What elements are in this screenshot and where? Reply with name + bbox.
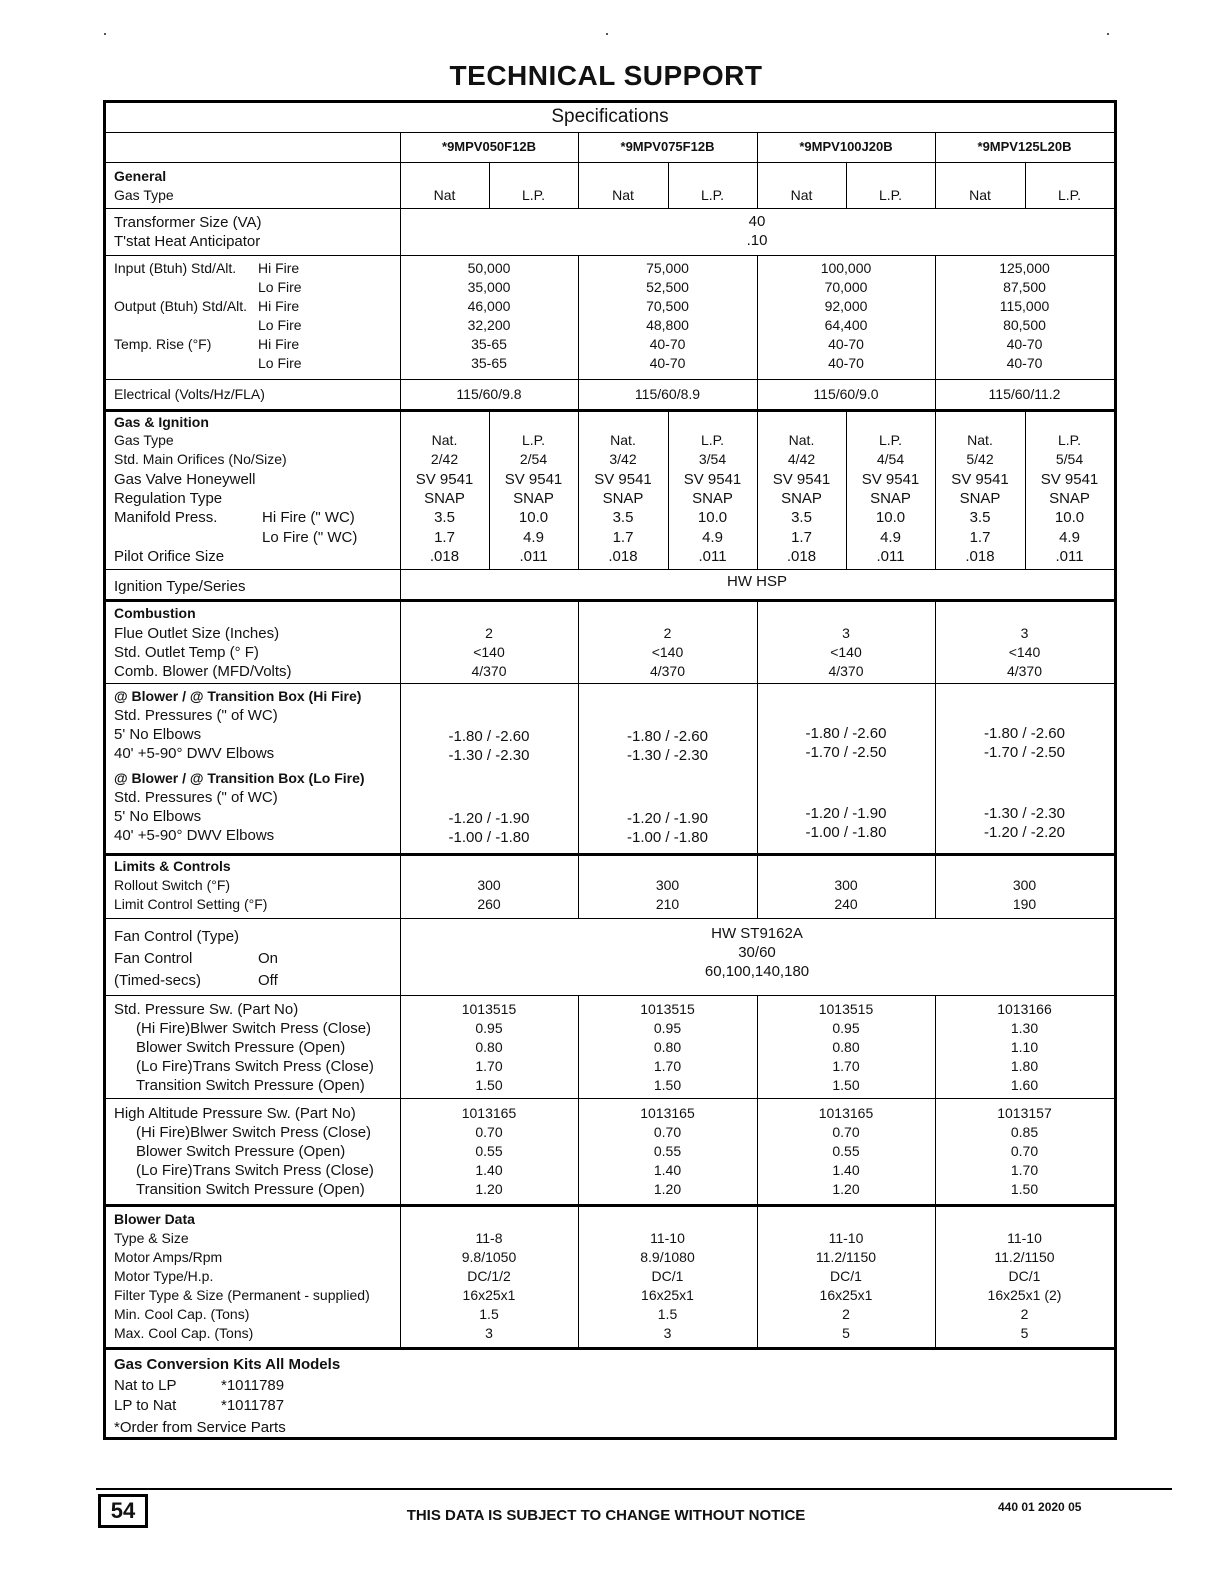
table-cell: SNAP <box>959 489 1001 507</box>
transformer-size-value: 40 <box>748 213 766 230</box>
page-number: 54 <box>98 1494 148 1528</box>
table-cell: 3 <box>1020 625 1029 641</box>
ignition-section <box>106 569 1114 599</box>
row-label: Motor Type/H.p. <box>114 1268 214 1284</box>
row-sublabel: Hi Fire (" WC) <box>262 509 355 527</box>
table-cell: .011 <box>698 547 727 565</box>
row-label: Blower Switch Pressure (Open) <box>136 1039 346 1056</box>
electrical-value: 115/60/9.0 <box>813 386 879 402</box>
table-cell: 115,000 <box>999 298 1050 314</box>
table-cell: .011 <box>519 547 548 565</box>
table-cell: 0.85 <box>1010 1124 1039 1140</box>
kit-label: LP to Nat <box>114 1397 177 1414</box>
table-cell: 1.20 <box>832 1181 860 1197</box>
table-cell: .018 <box>429 547 460 565</box>
row-label: Transition Switch Pressure (Open) <box>136 1077 365 1094</box>
row-sublabel: Lo Fire <box>258 279 302 295</box>
table-cell: -1.80 / -2.60 <box>984 725 1065 742</box>
high-altitude-section <box>106 1098 1114 1204</box>
row-label: (Hi Fire)Blwer Switch Press (Close) <box>136 1020 372 1037</box>
row-label: Fan Control <box>114 950 193 967</box>
table-cell: 4/370 <box>649 663 686 679</box>
table-cell: 1013515 <box>818 1001 874 1017</box>
table-cell: 35-65 <box>471 355 507 371</box>
gas-type-cell: L.P. <box>878 187 903 203</box>
table-cell: 1.70 <box>653 1058 682 1074</box>
table-cell: 0.55 <box>832 1143 860 1159</box>
table-cell: 70,000 <box>824 279 868 295</box>
page-title: TECHNICAL SUPPORT <box>449 60 763 91</box>
section-heading: @ Blower / @ Transition Box (Lo Fire) <box>114 770 365 786</box>
table-cell: 92,000 <box>824 298 868 314</box>
table-cell: 8.9/1080 <box>640 1249 695 1265</box>
table-cell: 35,000 <box>467 279 511 295</box>
table-cell: Nat. <box>610 432 636 448</box>
row-label: 5' No Elbows <box>114 808 202 825</box>
table-cell: <140 <box>651 644 684 660</box>
row-label: Gas Type <box>114 187 174 203</box>
row-label: High Altitude Pressure Sw. (Part No) <box>114 1105 356 1122</box>
conversion-section <box>106 1347 1114 1437</box>
table-cell: SV 9541 <box>1040 470 1099 488</box>
row-label: Pilot Orifice Size <box>114 547 225 565</box>
table-cell: SV 9541 <box>415 470 474 488</box>
table-cell: 3/42 <box>609 451 637 468</box>
row-label: Std. Pressures (" of WC) <box>114 789 278 806</box>
table-cell: 52,500 <box>646 279 689 295</box>
section-heading: @ Blower / @ Transition Box (Hi Fire) <box>114 688 362 704</box>
table-cell: SNAP <box>424 489 465 507</box>
table-cell: 0.70 <box>1010 1143 1039 1159</box>
table-cell: 0.95 <box>653 1020 682 1036</box>
electrical-value: 115/60/11.2 <box>988 386 1061 402</box>
table-cell: 5 <box>842 1325 850 1341</box>
table-cell: 3.5 <box>791 509 812 527</box>
table-cell: 0.70 <box>832 1124 860 1140</box>
row-label: Std. Main Orifices (No/Size) <box>114 451 287 468</box>
table-cell: 48,800 <box>646 317 689 333</box>
table-cell: .018 <box>608 547 638 565</box>
row-sublabel: Lo Fire <box>258 317 302 333</box>
table-cell: DC/1 <box>651 1268 684 1284</box>
model-header: *9MPV050F12B <box>442 139 536 154</box>
limits-section <box>106 853 1114 918</box>
kit-part-number: *1011789 <box>221 1377 285 1394</box>
input-output-section <box>106 255 1114 379</box>
gas-type-cell: Nat <box>433 187 456 203</box>
table-cell: DC/1 <box>1008 1268 1041 1284</box>
table-cell: 1.7 <box>791 528 812 546</box>
table-cell: 240 <box>834 896 858 912</box>
model-header: *9MPV075F12B <box>620 139 715 154</box>
table-cell: -1.70 / -2.50 <box>984 744 1065 761</box>
table-cell: 2 <box>1020 1306 1029 1322</box>
section-heading: Gas & Ignition <box>114 414 209 430</box>
table-cell: Nat. <box>967 432 993 448</box>
table-cell: 40-70 <box>649 336 686 352</box>
table-cell: 1.70 <box>832 1058 860 1074</box>
row-label: Flue Outlet Size (Inches) <box>114 625 280 642</box>
order-note: *Order from Service Parts <box>114 1419 286 1436</box>
table-cell: 5/42 <box>966 451 994 468</box>
row-sublabel: Off <box>258 972 278 989</box>
row-label: Fan Control (Type) <box>114 928 240 945</box>
row-sublabel: Hi Fire <box>258 336 300 352</box>
footer-rule <box>96 1488 1172 1490</box>
table-cell: L.P. <box>521 432 546 448</box>
table-cell: 40-70 <box>649 355 686 371</box>
table-cell: -1.20 / -2.20 <box>984 824 1065 841</box>
section-heading: Blower Data <box>114 1211 195 1227</box>
footer-notice: THIS DATA IS SUBJECT TO CHANGE WITHOUT NOTICE <box>406 1507 806 1524</box>
table-cell: SV 9541 <box>861 470 920 488</box>
table-cell: DC/1 <box>830 1268 862 1284</box>
gas-type-cell: Nat <box>790 187 813 203</box>
model-header-row <box>106 132 1114 162</box>
table-cell: 1.80 <box>1010 1058 1039 1074</box>
row-label: Comb. Blower (MFD/Volts) <box>114 663 292 680</box>
table-cell: -1.20 / -1.90 <box>805 805 887 822</box>
table-cell: 4.9 <box>880 528 901 546</box>
row-label: Gas Valve Honeywell <box>114 470 256 488</box>
table-cell: Nat. <box>788 432 815 448</box>
row-sublabel: Lo Fire <box>258 355 302 371</box>
table-cell: 1.40 <box>653 1162 682 1178</box>
table-cell: 1013515 <box>640 1001 695 1017</box>
table-cell: .011 <box>1055 547 1084 565</box>
table-cell: 60,100,140,180 <box>704 963 810 980</box>
transformer-section <box>106 208 1114 255</box>
table-cell: SV 9541 <box>683 470 742 488</box>
table-cell: 4/42 <box>787 451 816 468</box>
table-cell: 300 <box>1012 877 1037 893</box>
table-cell: 1.60 <box>1010 1077 1039 1093</box>
model-header: *9MPV125L20B <box>977 139 1072 154</box>
kit-part-number: *1011787 <box>221 1397 285 1414</box>
table-cell: 0.70 <box>475 1124 503 1140</box>
row-label: Limit Control Setting (°F) <box>114 896 268 912</box>
row-label: Manifold Press. <box>114 509 218 527</box>
table-cell: SNAP <box>692 489 733 507</box>
row-label: Std. Pressures (" of WC) <box>114 707 278 724</box>
table-cell: 75,000 <box>646 260 689 276</box>
table-cell: 1.70 <box>475 1058 503 1074</box>
table-cell: 1.7 <box>434 528 455 546</box>
electrical-value: 115/60/9.8 <box>456 386 522 402</box>
section-heading: Gas Conversion Kits All Models <box>114 1356 341 1373</box>
row-label: Transition Switch Pressure (Open) <box>136 1181 365 1198</box>
table-cell: 80,500 <box>1003 317 1046 333</box>
table-cell: SNAP <box>602 489 644 507</box>
table-title-row <box>106 103 1114 132</box>
table-cell: 2/54 <box>519 451 548 468</box>
table-title: Specifications <box>551 106 669 127</box>
table-cell: 1.5 <box>479 1306 499 1322</box>
blower-section <box>106 1204 1114 1347</box>
table-cell: 0.80 <box>832 1039 860 1055</box>
table-cell: 1013165 <box>461 1105 517 1121</box>
table-cell: -1.30 / -2.30 <box>448 747 530 764</box>
table-cell: 10.0 <box>875 509 906 527</box>
row-label: Motor Amps/Rpm <box>114 1249 223 1265</box>
table-cell: 11-10 <box>1007 1230 1042 1246</box>
scan-speck <box>606 33 608 35</box>
anticipator-value: .10 <box>746 232 768 249</box>
table-cell: 1013515 <box>461 1001 517 1017</box>
row-label: Regulation Type <box>114 489 223 507</box>
table-cell: 3 <box>485 1325 493 1341</box>
table-cell: 46,000 <box>467 298 511 314</box>
table-cell: 32,200 <box>467 317 511 333</box>
section-heading: Combustion <box>114 605 196 621</box>
table-cell: 40-70 <box>828 336 864 352</box>
table-cell: 1.30 <box>1010 1020 1039 1036</box>
row-label: Type & Size <box>114 1230 189 1246</box>
table-cell: 1.5 <box>657 1306 678 1322</box>
table-cell: 125,000 <box>999 260 1050 276</box>
table-cell: 10.0 <box>518 509 549 527</box>
electrical-value: 115/60/8.9 <box>634 386 701 402</box>
table-cell: 4.9 <box>523 528 544 546</box>
gas-type-cell: L.P. <box>700 187 725 203</box>
table-cell: SNAP <box>781 489 822 507</box>
table-cell: 16x25x1 (2) <box>987 1287 1062 1303</box>
table-cell: 0.80 <box>475 1039 503 1055</box>
table-cell: SV 9541 <box>504 470 563 488</box>
table-cell: 16x25x1 <box>462 1287 516 1303</box>
table-cell: 40-70 <box>1006 355 1043 371</box>
table-cell: 30/60 <box>738 944 776 961</box>
table-cell: 3.5 <box>434 509 455 527</box>
table-cell: 10.0 <box>697 509 728 527</box>
table-cell: 4/54 <box>876 451 905 468</box>
table-cell: 0.55 <box>475 1143 503 1159</box>
scan-speck <box>1107 33 1109 35</box>
pressures-section <box>106 683 1114 853</box>
row-label: Min. Cool Cap. (Tons) <box>114 1306 250 1322</box>
row-sublabel: Hi Fire <box>258 260 300 276</box>
table-cell: 11-8 <box>475 1230 503 1246</box>
table-cell: Nat. <box>431 432 458 448</box>
table-cell: 1.50 <box>1010 1181 1039 1197</box>
table-cell: -1.80 / -2.60 <box>448 728 530 745</box>
row-label: (Lo Fire)Trans Switch Press (Close) <box>136 1058 374 1075</box>
fan-section <box>106 918 1114 995</box>
table-cell: 4/370 <box>1006 663 1043 679</box>
table-cell: 11.2/1150 <box>815 1249 877 1265</box>
table-cell: SNAP <box>1049 489 1090 507</box>
table-cell: 1.50 <box>475 1077 503 1093</box>
table-cell: 4.9 <box>702 528 723 546</box>
table-cell: 0.55 <box>653 1143 682 1159</box>
row-label: (Timed-secs) <box>114 972 201 989</box>
table-cell: 2 <box>842 1306 850 1322</box>
row-sublabel: On <box>258 950 279 967</box>
ignition-value: HW HSP <box>727 573 787 590</box>
table-cell: 9.8/1050 <box>461 1249 517 1265</box>
general-section <box>106 162 1114 208</box>
table-cell: L.P. <box>700 432 725 448</box>
row-sublabel: Hi Fire <box>258 298 300 314</box>
table-cell: 4.9 <box>1059 528 1080 546</box>
table-cell: SV 9541 <box>772 470 831 488</box>
row-label: Std. Outlet Temp (° F) <box>114 644 259 661</box>
table-cell: 300 <box>655 877 680 893</box>
table-cell: 300 <box>834 877 858 893</box>
specifications-table <box>103 100 1117 1440</box>
table-cell: 3/54 <box>698 451 727 468</box>
row-label: Input (Btuh) Std/Alt. <box>114 260 237 276</box>
table-cell: 210 <box>655 896 680 912</box>
table-cell: -1.70 / -2.50 <box>805 744 887 761</box>
row-label: Temp. Rise (°F) <box>114 336 212 352</box>
row-label: Filter Type & Size (Permanent - supplied) <box>114 1287 370 1303</box>
gas-type-cell: L.P. <box>521 187 546 203</box>
pressure-switch-section <box>106 995 1114 1098</box>
gas-type-cell: L.P. <box>1057 187 1082 203</box>
table-cell: -1.20 / -1.90 <box>627 810 708 827</box>
table-cell: -1.20 / -1.90 <box>448 810 530 827</box>
row-label: Output (Btuh) Std/Alt. <box>114 298 248 314</box>
section-heading: Limits & Controls <box>114 858 231 874</box>
electrical-section <box>106 379 1114 409</box>
row-label: Electrical (Volts/Hz/FLA) <box>114 386 265 402</box>
row-label: Std. Pressure Sw. (Part No) <box>114 1001 299 1018</box>
table-cell: 11-10 <box>650 1230 685 1246</box>
table-cell: 87,500 <box>1003 279 1046 295</box>
table-cell: 5 <box>1020 1325 1029 1341</box>
table-cell: 35-65 <box>471 336 507 352</box>
table-cell: SV 9541 <box>594 470 652 488</box>
table-cell: -1.30 / -2.30 <box>627 747 708 764</box>
table-cell: 1.7 <box>612 528 634 546</box>
table-cell: 3.5 <box>969 509 991 527</box>
table-cell: -1.00 / -1.80 <box>805 824 887 841</box>
table-cell: 1013166 <box>997 1001 1052 1017</box>
table-cell: <140 <box>830 644 862 660</box>
table-cell: 260 <box>477 896 501 912</box>
table-cell: 300 <box>477 877 501 893</box>
table-cell: 1.40 <box>832 1162 860 1178</box>
table-cell: 3 <box>842 625 850 641</box>
table-cell: 1013157 <box>997 1105 1052 1121</box>
gas-type-cell: Nat <box>969 187 991 203</box>
row-label: Ignition Type/Series <box>114 578 246 595</box>
table-cell: 11-10 <box>828 1230 864 1246</box>
table-cell: 16x25x1 <box>641 1287 694 1303</box>
table-cell: 1.50 <box>832 1077 860 1093</box>
table-cell: 50,000 <box>467 260 511 276</box>
table-cell: 64,400 <box>824 317 868 333</box>
table-cell: 0.95 <box>475 1020 503 1036</box>
combustion-section <box>106 599 1114 683</box>
gas-type-cell: Nat <box>612 187 634 203</box>
row-label: 40' +5-90° DWV Elbows <box>114 745 275 762</box>
document-number: 440 01 2020 05 <box>998 1500 1082 1514</box>
table-cell: 0.70 <box>653 1124 682 1140</box>
table-cell: 1013165 <box>818 1105 874 1121</box>
row-label: Transformer Size (VA) <box>114 214 262 231</box>
table-cell: -1.80 / -2.60 <box>627 728 708 745</box>
table-cell: 5/54 <box>1055 451 1084 468</box>
table-cell: SNAP <box>870 489 911 507</box>
section-heading: General <box>114 168 167 184</box>
table-cell: L.P. <box>878 432 903 448</box>
table-cell: 3.5 <box>612 509 634 527</box>
table-cell: 40-70 <box>1006 336 1043 352</box>
table-cell: -1.80 / -2.60 <box>805 725 887 742</box>
table-cell: L.P. <box>1057 432 1082 448</box>
row-label: Blower Switch Pressure (Open) <box>136 1143 346 1160</box>
table-cell: 1.7 <box>969 528 991 546</box>
row-label: 5' No Elbows <box>114 726 202 743</box>
table-cell: 10.0 <box>1054 509 1085 527</box>
table-cell: .018 <box>786 547 817 565</box>
table-cell: 4/370 <box>828 663 864 679</box>
row-label: Gas Type <box>114 432 174 448</box>
table-cell: 3 <box>663 1325 672 1341</box>
table-cell: -1.30 / -2.30 <box>984 805 1065 822</box>
table-cell: 11.2/1150 <box>994 1249 1055 1265</box>
table-cell: 100,000 <box>820 260 872 276</box>
gas-ignition-section <box>106 409 1114 569</box>
table-cell: 1.20 <box>653 1181 682 1197</box>
model-header: *9MPV100J20B <box>799 139 893 154</box>
table-cell: 1013165 <box>640 1105 695 1121</box>
table-cell: .011 <box>876 547 905 565</box>
table-cell: SV 9541 <box>951 470 1009 488</box>
scan-speck <box>104 33 106 35</box>
table-cell: 1.50 <box>653 1077 682 1093</box>
table-cell: -1.00 / -1.80 <box>448 829 530 846</box>
table-cell: .018 <box>965 547 995 565</box>
table-cell: 1.40 <box>475 1162 503 1178</box>
table-cell: 1.20 <box>475 1181 503 1197</box>
row-label: T'stat Heat Anticipator <box>114 233 261 250</box>
row-sublabel: Lo Fire (" WC) <box>262 528 358 546</box>
row-label: 40' +5-90° DWV Elbows <box>114 827 275 844</box>
table-cell: 40-70 <box>828 355 864 371</box>
table-cell: HW ST9162A <box>711 925 803 942</box>
table-cell: SNAP <box>513 489 554 507</box>
kit-label: Nat to LP <box>114 1377 177 1394</box>
table-cell: 2/42 <box>430 451 459 468</box>
table-cell: 0.80 <box>653 1039 682 1055</box>
table-cell: 0.95 <box>832 1020 860 1036</box>
row-label: Max. Cool Cap. (Tons) <box>114 1325 254 1341</box>
table-cell: 2 <box>485 625 493 641</box>
row-label: (Hi Fire)Blwer Switch Press (Close) <box>136 1124 372 1141</box>
table-cell: -1.00 / -1.80 <box>627 829 708 846</box>
table-cell: DC/1/2 <box>467 1268 511 1284</box>
table-cell: 4/370 <box>471 663 507 679</box>
table-cell: <140 <box>1008 644 1041 660</box>
row-label: Rollout Switch (°F) <box>114 877 231 893</box>
table-cell: 1.10 <box>1010 1039 1039 1055</box>
table-cell: <140 <box>473 644 505 660</box>
table-cell: 16x25x1 <box>819 1287 873 1303</box>
table-cell: 2 <box>663 625 672 641</box>
table-cell: 1.70 <box>1010 1162 1039 1178</box>
table-cell: 190 <box>1012 896 1037 912</box>
table-cell: 70,500 <box>646 298 689 314</box>
row-label: (Lo Fire)Trans Switch Press (Close) <box>136 1162 374 1179</box>
